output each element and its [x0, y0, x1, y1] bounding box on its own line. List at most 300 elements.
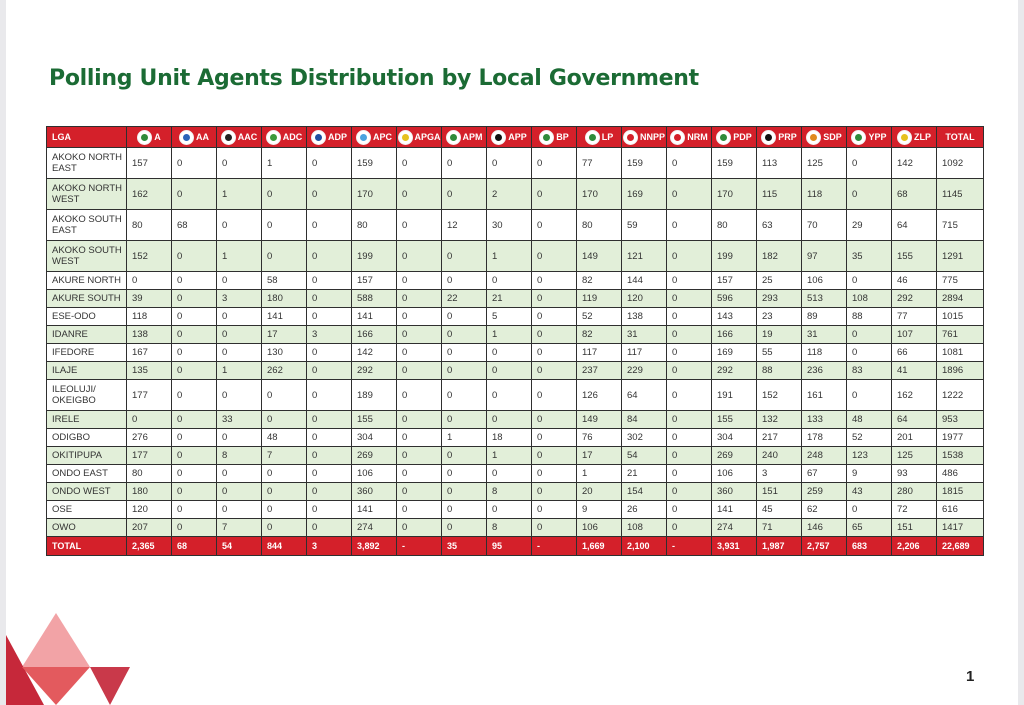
value-cell: 121	[622, 241, 667, 272]
table-row	[47, 272, 984, 290]
value-cell: 26	[622, 501, 667, 519]
value-cell: 596	[712, 290, 757, 308]
value-cell: 0	[442, 241, 487, 272]
value-cell: 302	[622, 429, 667, 447]
party-label: BP	[556, 132, 569, 142]
value-cell: 0	[442, 483, 487, 501]
value-cell: 207	[127, 519, 172, 537]
value-cell: 180	[127, 483, 172, 501]
value-cell: 142	[352, 344, 397, 362]
value-cell: 1	[487, 241, 532, 272]
party-header	[847, 127, 892, 148]
value-cell: 159	[622, 148, 667, 179]
value-cell: 0	[532, 429, 577, 447]
row-total-cell: 1417	[937, 519, 984, 537]
value-cell: 201	[892, 429, 937, 447]
value-cell: 0	[172, 501, 217, 519]
value-cell: 80	[577, 210, 622, 241]
value-cell: 0	[172, 362, 217, 380]
value-cell: 0	[172, 290, 217, 308]
value-cell: 0	[532, 290, 577, 308]
value-cell: 178	[802, 429, 847, 447]
row-total-cell: 616	[937, 501, 984, 519]
value-cell: 58	[262, 272, 307, 290]
deco-triangle	[22, 613, 90, 667]
value-cell: 0	[847, 326, 892, 344]
value-cell: 0	[667, 148, 712, 179]
party-pdp-logo	[716, 130, 731, 145]
value-cell: 157	[127, 148, 172, 179]
value-cell: 0	[262, 380, 307, 411]
value-cell: 135	[127, 362, 172, 380]
row-total-cell: 486	[937, 465, 984, 483]
value-cell: 0	[397, 380, 442, 411]
value-cell: 0	[532, 362, 577, 380]
value-cell: 248	[802, 447, 847, 465]
value-cell: 0	[397, 308, 442, 326]
row-total-cell: 1015	[937, 308, 984, 326]
value-cell: 0	[217, 501, 262, 519]
page-number: 1	[966, 668, 975, 685]
lga-cell: AKOKO NORTH WEST	[47, 179, 127, 210]
value-cell: 0	[397, 429, 442, 447]
value-cell: 71	[757, 519, 802, 537]
value-cell: 151	[892, 519, 937, 537]
value-cell: 21	[487, 290, 532, 308]
value-cell: 292	[352, 362, 397, 380]
row-total-cell: 1896	[937, 362, 984, 380]
value-cell: 0	[847, 344, 892, 362]
value-cell: 0	[532, 465, 577, 483]
value-cell: 106	[577, 519, 622, 537]
value-cell: 0	[667, 272, 712, 290]
party-label: ZLP	[914, 132, 931, 142]
value-cell: 0	[532, 501, 577, 519]
value-cell: 0	[667, 501, 712, 519]
total-value-cell: -	[532, 537, 577, 556]
value-cell: 106	[712, 465, 757, 483]
value-cell: 159	[712, 148, 757, 179]
value-cell: 0	[172, 148, 217, 179]
lga-cell: IRELE	[47, 411, 127, 429]
value-cell: 31	[802, 326, 847, 344]
value-cell: 108	[847, 290, 892, 308]
value-cell: 7	[262, 447, 307, 465]
value-cell: 88	[847, 308, 892, 326]
value-cell: 0	[667, 465, 712, 483]
party-label: YPP	[868, 132, 887, 142]
value-cell: 0	[262, 179, 307, 210]
party-lp-logo	[585, 130, 600, 145]
value-cell: 0	[217, 344, 262, 362]
value-cell: 0	[307, 362, 352, 380]
value-cell: 25	[757, 272, 802, 290]
value-cell: 120	[622, 290, 667, 308]
value-cell: 65	[847, 519, 892, 537]
value-cell: 89	[802, 308, 847, 326]
value-cell: 3	[757, 465, 802, 483]
party-label: APC	[372, 132, 392, 142]
value-cell: 154	[622, 483, 667, 501]
value-cell: 0	[217, 210, 262, 241]
value-cell: 0	[667, 344, 712, 362]
party-label: A	[154, 132, 161, 142]
value-cell: 142	[892, 148, 937, 179]
value-cell: 0	[172, 241, 217, 272]
value-cell: 166	[352, 326, 397, 344]
lga-cell: ILEOLUJI/ OKEIGBO	[47, 380, 127, 411]
value-cell: 274	[352, 519, 397, 537]
value-cell: 0	[397, 447, 442, 465]
value-cell: 0	[397, 290, 442, 308]
value-cell: 0	[172, 179, 217, 210]
value-cell: 0	[847, 272, 892, 290]
party-header	[487, 127, 532, 148]
total-value-cell: 2,757	[802, 537, 847, 556]
party-apm-logo	[446, 130, 461, 145]
table-row	[47, 241, 984, 272]
value-cell: 169	[712, 344, 757, 362]
value-cell: 259	[802, 483, 847, 501]
value-cell: 7	[217, 519, 262, 537]
value-cell: 22	[442, 290, 487, 308]
value-cell: 0	[217, 429, 262, 447]
value-cell: 170	[352, 179, 397, 210]
value-cell: 0	[532, 344, 577, 362]
value-cell: 0	[217, 326, 262, 344]
value-cell: 0	[847, 179, 892, 210]
value-cell: 0	[397, 210, 442, 241]
value-cell: 161	[802, 380, 847, 411]
value-cell: 170	[577, 179, 622, 210]
value-cell: 0	[847, 380, 892, 411]
row-total-cell: 775	[937, 272, 984, 290]
value-cell: 138	[622, 308, 667, 326]
value-cell: 0	[487, 272, 532, 290]
table-row	[47, 380, 984, 411]
value-cell: 72	[892, 501, 937, 519]
value-cell: 162	[892, 380, 937, 411]
value-cell: 0	[397, 362, 442, 380]
row-total-cell: 1291	[937, 241, 984, 272]
value-cell: 0	[532, 179, 577, 210]
value-cell: 0	[442, 272, 487, 290]
value-cell: 82	[577, 272, 622, 290]
value-cell: 143	[712, 308, 757, 326]
value-cell: 0	[217, 483, 262, 501]
value-cell: 0	[667, 362, 712, 380]
value-cell: 141	[352, 501, 397, 519]
decorative-triangles	[6, 595, 146, 705]
table-row	[47, 447, 984, 465]
value-cell: 0	[667, 241, 712, 272]
party-label: AAC	[237, 132, 258, 142]
party-apga-logo	[398, 130, 413, 145]
value-cell: 0	[667, 380, 712, 411]
value-cell: 117	[622, 344, 667, 362]
value-cell: 138	[127, 326, 172, 344]
value-cell: 35	[847, 241, 892, 272]
table-row	[47, 148, 984, 179]
value-cell: 19	[757, 326, 802, 344]
value-cell: 191	[712, 380, 757, 411]
value-cell: 1	[217, 362, 262, 380]
value-cell: 62	[802, 501, 847, 519]
value-cell: 3	[307, 326, 352, 344]
total-value-cell: 2,100	[622, 537, 667, 556]
value-cell: 21	[622, 465, 667, 483]
value-cell: 0	[217, 380, 262, 411]
value-cell: 157	[352, 272, 397, 290]
value-cell: 93	[892, 465, 937, 483]
party-header	[712, 127, 757, 148]
total-value-cell: 3,931	[712, 537, 757, 556]
total-value-cell: 683	[847, 537, 892, 556]
value-cell: 67	[802, 465, 847, 483]
value-cell: 0	[307, 290, 352, 308]
table-row	[47, 326, 984, 344]
value-cell: 0	[172, 326, 217, 344]
value-cell: 1	[217, 241, 262, 272]
row-total-cell: 1815	[937, 483, 984, 501]
value-cell: 292	[892, 290, 937, 308]
value-cell: 17	[262, 326, 307, 344]
value-cell: 0	[307, 210, 352, 241]
value-cell: 182	[757, 241, 802, 272]
value-cell: 1	[487, 326, 532, 344]
total-value-cell: 54	[217, 537, 262, 556]
value-cell: 0	[442, 465, 487, 483]
row-total-cell: 953	[937, 411, 984, 429]
table-row	[47, 483, 984, 501]
value-cell: 0	[487, 344, 532, 362]
lga-cell: ONDO WEST	[47, 483, 127, 501]
party-label: ADP	[327, 132, 347, 142]
value-cell: 0	[172, 447, 217, 465]
value-cell: 0	[667, 519, 712, 537]
total-value-cell: -	[397, 537, 442, 556]
value-cell: 23	[757, 308, 802, 326]
value-cell: 0	[667, 179, 712, 210]
value-cell: 8	[487, 519, 532, 537]
row-total-cell: 2894	[937, 290, 984, 308]
value-cell: 162	[127, 179, 172, 210]
value-cell: 146	[802, 519, 847, 537]
value-cell: 0	[487, 380, 532, 411]
header-row	[47, 127, 984, 148]
table-row	[47, 179, 984, 210]
value-cell: 189	[352, 380, 397, 411]
value-cell: 274	[712, 519, 757, 537]
total-value-cell: 1,987	[757, 537, 802, 556]
value-cell: 180	[262, 290, 307, 308]
value-cell: 1	[487, 447, 532, 465]
value-cell: 0	[667, 447, 712, 465]
value-cell: 177	[127, 447, 172, 465]
value-cell: 31	[622, 326, 667, 344]
party-header	[757, 127, 802, 148]
value-cell: 0	[172, 380, 217, 411]
value-cell: 0	[397, 519, 442, 537]
value-cell: 52	[847, 429, 892, 447]
value-cell: 80	[127, 465, 172, 483]
value-cell: 68	[172, 210, 217, 241]
value-cell: 0	[442, 362, 487, 380]
party-label: LP	[601, 132, 614, 142]
party-label: AA	[196, 132, 209, 142]
value-cell: 8	[487, 483, 532, 501]
value-cell: 0	[397, 148, 442, 179]
value-cell: 0	[442, 380, 487, 411]
value-cell: 1	[262, 148, 307, 179]
value-cell: 77	[577, 148, 622, 179]
table-row	[47, 501, 984, 519]
value-cell: 84	[622, 411, 667, 429]
party-header	[262, 127, 307, 148]
value-cell: 0	[532, 272, 577, 290]
value-cell: 0	[532, 326, 577, 344]
value-cell: 236	[802, 362, 847, 380]
party-a-logo	[137, 130, 152, 145]
value-cell: 0	[262, 519, 307, 537]
value-cell: 9	[847, 465, 892, 483]
value-cell: 293	[757, 290, 802, 308]
value-cell: 240	[757, 447, 802, 465]
value-cell: 217	[757, 429, 802, 447]
value-cell: 55	[757, 344, 802, 362]
value-cell: 130	[262, 344, 307, 362]
value-cell: 97	[802, 241, 847, 272]
table-row	[47, 519, 984, 537]
value-cell: 0	[307, 344, 352, 362]
value-cell: 0	[307, 308, 352, 326]
value-cell: 0	[442, 179, 487, 210]
value-cell: 0	[307, 447, 352, 465]
value-cell: 0	[397, 411, 442, 429]
value-cell: 123	[847, 447, 892, 465]
value-cell: 0	[307, 429, 352, 447]
party-label: PRP	[778, 132, 797, 142]
total-value-cell: -	[667, 537, 712, 556]
lga-cell: ONDO EAST	[47, 465, 127, 483]
value-cell: 0	[397, 465, 442, 483]
value-cell: 0	[397, 241, 442, 272]
value-cell: 169	[622, 179, 667, 210]
value-cell: 106	[802, 272, 847, 290]
value-cell: 54	[622, 447, 667, 465]
lga-cell: AKOKO SOUTH EAST	[47, 210, 127, 241]
lga-cell: ILAJE	[47, 362, 127, 380]
value-cell: 167	[127, 344, 172, 362]
value-cell: 83	[847, 362, 892, 380]
total-value-cell: 68	[172, 537, 217, 556]
value-cell: 269	[352, 447, 397, 465]
party-prp-logo	[761, 130, 776, 145]
value-cell: 126	[577, 380, 622, 411]
value-cell: 0	[442, 519, 487, 537]
value-cell: 88	[757, 362, 802, 380]
party-header	[892, 127, 937, 148]
value-cell: 237	[577, 362, 622, 380]
value-cell: 155	[892, 241, 937, 272]
value-cell: 17	[577, 447, 622, 465]
value-cell: 2	[487, 179, 532, 210]
value-cell: 0	[307, 148, 352, 179]
value-cell: 0	[217, 148, 262, 179]
value-cell: 0	[397, 483, 442, 501]
value-cell: 0	[847, 501, 892, 519]
value-cell: 151	[757, 483, 802, 501]
party-adc-logo	[266, 130, 281, 145]
value-cell: 152	[757, 380, 802, 411]
total-value-cell: 3,892	[352, 537, 397, 556]
value-cell: 0	[127, 272, 172, 290]
table-row	[47, 465, 984, 483]
value-cell: 0	[667, 429, 712, 447]
party-aac-logo	[221, 130, 236, 145]
value-cell: 45	[757, 501, 802, 519]
value-cell: 80	[352, 210, 397, 241]
party-nrm-logo	[670, 130, 685, 145]
value-cell: 0	[532, 380, 577, 411]
value-cell: 0	[442, 501, 487, 519]
value-cell: 292	[712, 362, 757, 380]
value-cell: 133	[802, 411, 847, 429]
value-cell: 269	[712, 447, 757, 465]
value-cell: 0	[532, 447, 577, 465]
row-total-cell: 715	[937, 210, 984, 241]
value-cell: 43	[847, 483, 892, 501]
value-cell: 0	[442, 148, 487, 179]
totals-label: TOTAL	[47, 537, 127, 556]
value-cell: 0	[217, 465, 262, 483]
value-cell: 0	[532, 148, 577, 179]
value-cell: 304	[352, 429, 397, 447]
value-cell: 113	[757, 148, 802, 179]
lga-cell: ODIGBO	[47, 429, 127, 447]
table-row	[47, 362, 984, 380]
value-cell: 0	[532, 241, 577, 272]
value-cell: 64	[622, 380, 667, 411]
value-cell: 70	[802, 210, 847, 241]
value-cell: 199	[712, 241, 757, 272]
value-cell: 159	[352, 148, 397, 179]
table-row	[47, 429, 984, 447]
value-cell: 117	[577, 344, 622, 362]
lga-cell: IFEDORE	[47, 344, 127, 362]
value-cell: 0	[667, 326, 712, 344]
value-cell: 155	[712, 411, 757, 429]
value-cell: 29	[847, 210, 892, 241]
value-cell: 0	[667, 411, 712, 429]
value-cell: 1	[577, 465, 622, 483]
value-cell: 48	[847, 411, 892, 429]
value-cell: 0	[307, 272, 352, 290]
party-label: APP	[508, 132, 527, 142]
page-title: Polling Unit Agents Distribution by Local Government	[49, 66, 699, 91]
value-cell: 0	[307, 241, 352, 272]
value-cell: 0	[217, 308, 262, 326]
value-cell: 170	[712, 179, 757, 210]
total-value-cell: 1,669	[577, 537, 622, 556]
value-cell: 0	[532, 411, 577, 429]
lga-cell: AKOKO NORTH EAST	[47, 148, 127, 179]
party-header	[577, 127, 622, 148]
value-cell: 0	[262, 483, 307, 501]
value-cell: 0	[487, 148, 532, 179]
lga-cell: IDANRE	[47, 326, 127, 344]
party-label: APGA	[414, 132, 441, 142]
